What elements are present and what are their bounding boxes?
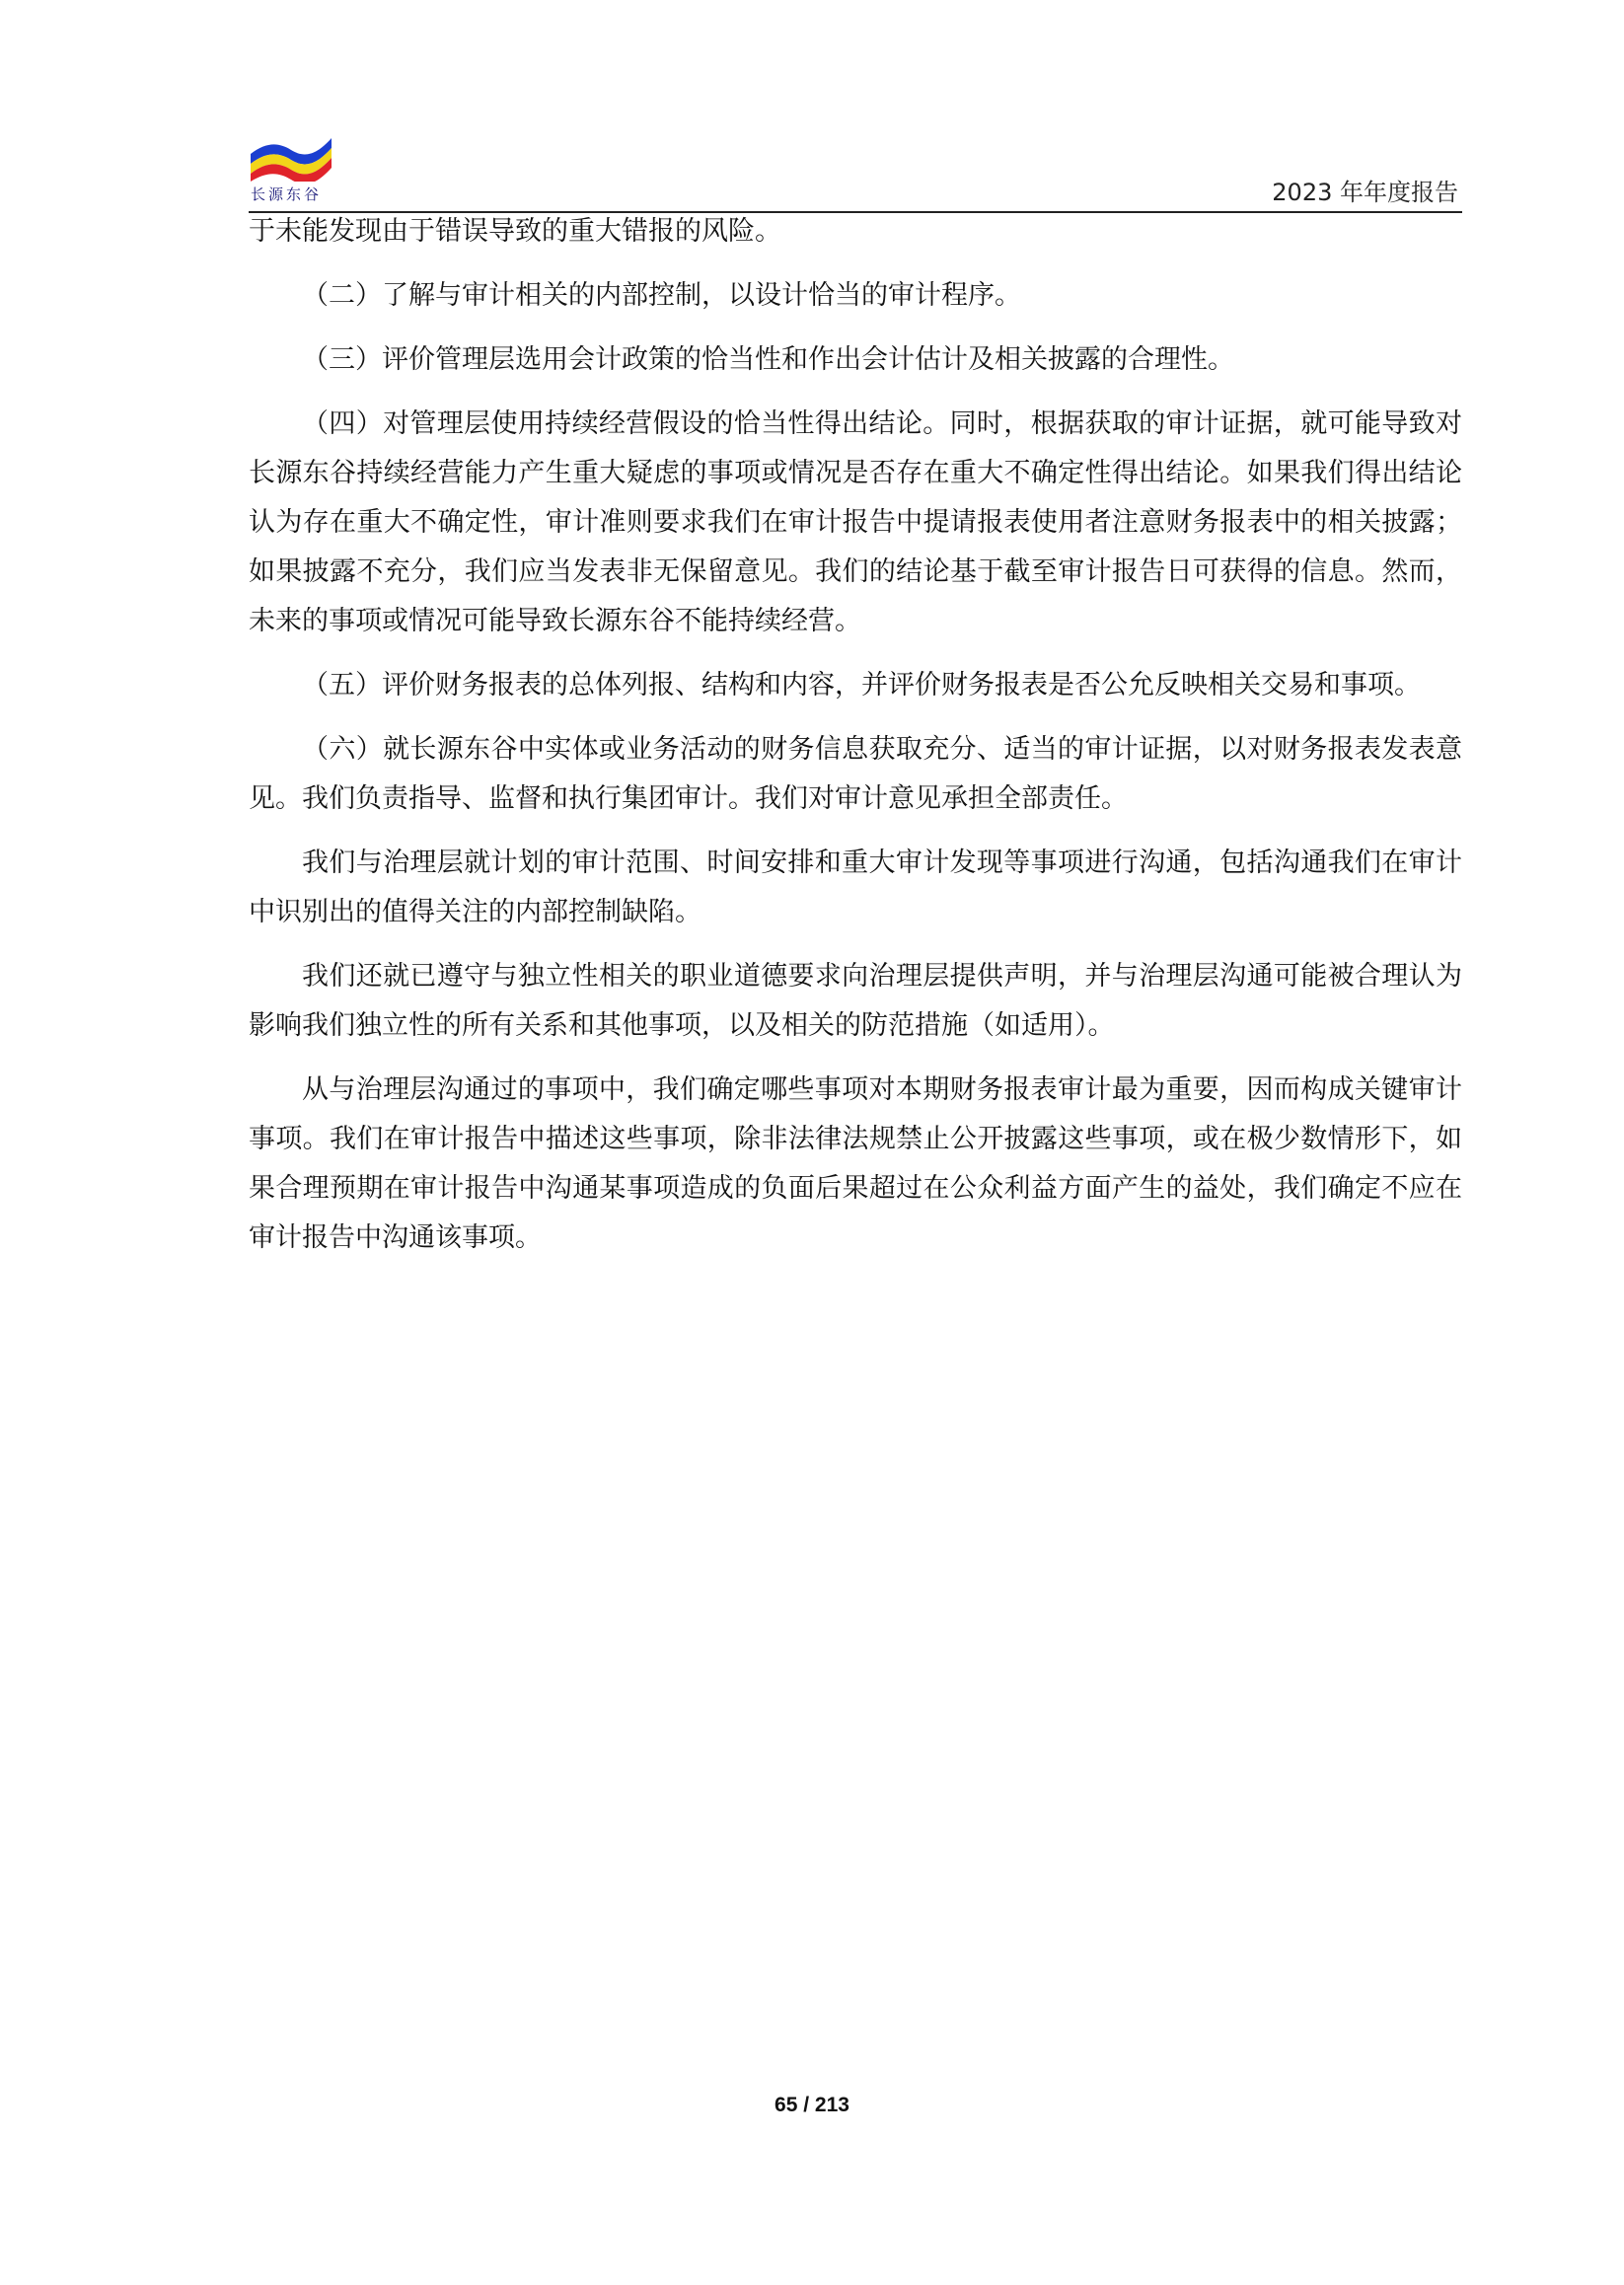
paragraph: （二）了解与审计相关的内部控制，以设计恰当的审计程序。 (302, 280, 1021, 311)
report-title: 2023 年年度报告 (1272, 179, 1458, 206)
paragraph: 我们与治理层就计划的审计范围、时间安排和重大审计发现等事项进行沟通，包括沟通我们在审计中识别出的值得关注的内部控制缺陷。 (249, 848, 1462, 927)
paragraph: （四）对管理层使用持续经营假设的恰当性得出结论。同时，根据获取的审计证据，就可能导致对长源东谷持续经营能力产生重大疑虑的事项或情况是否存在重大不确定性得出结论。如果我们得出结论认为存在重大不确定性，审计准则要求我们在审计报告中提请报表使用者注意财务报表中的相关披露；如果披露不充分，我们应当发表非无保留意见。我们的结论基于截至审计报告日可获得的信息。然而，未来的事项或情况可能导致长源东谷不能持续经营。 (249, 408, 1462, 636)
logo-stripes-icon (249, 116, 333, 182)
paragraph: 从与治理层沟通过的事项中，我们确定哪些事项对本期财务报表审计最为重要，因而构成关键审计事项。我们在审计报告中描述这些事项，除非法律法规禁止公开披露这些事项，或在极少数情形下，如果合理预期在审计报告中沟通某事项造成的负面后果超过在公众利益方面产生的益处，我们确定不应在审计报告中沟通该事项。 (249, 1074, 1462, 1253)
page-header (249, 116, 1462, 213)
paragraph: （六）就长源东谷中实体或业务活动的财务信息获取充分、适当的审计证据，以对财务报表发表意见。我们负责指导、监督和执行集团审计。我们对审计意见承担全部责任。 (249, 734, 1462, 814)
document-body (249, 207, 1462, 1278)
paragraph: （三）评价管理层选用会计政策的恰当性和作出会计估计及相关披露的合理性。 (302, 344, 1234, 375)
paragraph: （五）评价财务报表的总体列报、结构和内容，并评价财务报表是否公允反映相关交易和事项。 (302, 670, 1421, 700)
paragraph: 我们还就已遵守与独立性相关的职业道德要求向治理层提供声明，并与治理层沟通可能被合理认为影响我们独立性的所有关系和其他事项，以及相关的防范措施（如适用）。 (249, 961, 1462, 1041)
page-number: 65 / 213 (775, 2094, 849, 2116)
company-logo (249, 116, 333, 205)
paragraph: 于未能发现由于错误导致的重大错报的风险。 (249, 216, 781, 247)
logo-text: 长源东谷 (251, 185, 323, 203)
